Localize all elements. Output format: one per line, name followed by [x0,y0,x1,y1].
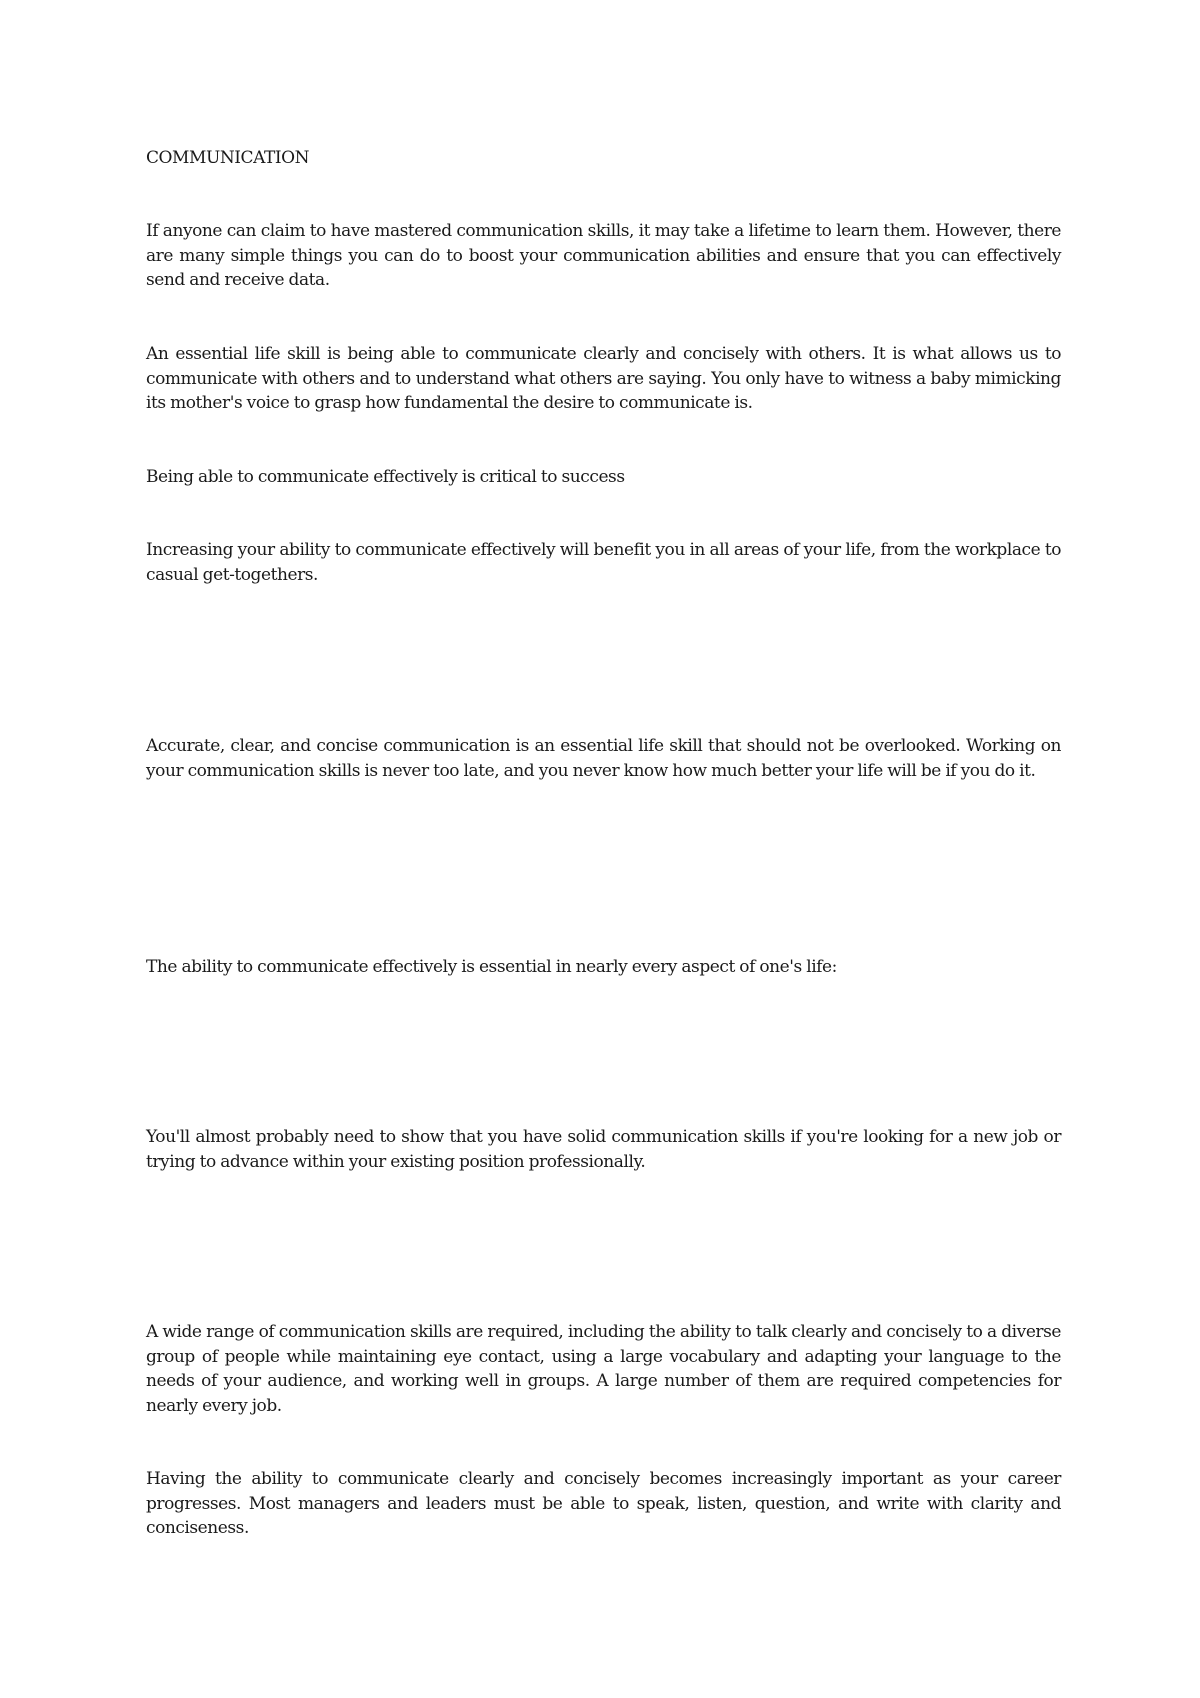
document-title: COMMUNICATION [146,148,310,168]
paragraph: An essential life skill is being able to communicate clearly and concisely with others. It is what allows us to communicate with others and to understand what others are saying. You only have to witness a baby mimicking its mother's voice to grasp how fundamental the desire to communicate is. [146,344,1061,413]
paragraph: You'll almost probably need to show that you have solid communication skills if you're looking for a new job or trying to advance within your existing position professionally. [146,1127,1061,1172]
paragraph: Having the ability to communicate clearly and concisely becomes increasingly important as your career progresses. Most managers and leaders must be able to speak, listen, question, and write with clarity and conciseness. [146,1469,1061,1538]
paragraph: If anyone can claim to have mastered communication skills, it may take a lifetime to learn them. However, there are many simple things you can do to boost your communication abilities and ensure that you can effectively send and receive data. [146,221,1061,290]
paragraph: Increasing your ability to communicate effectively will benefit you in all areas of your life, from the workplace to casual get-togethers. [146,540,1061,585]
paragraph: Accurate, clear, and concise communication is an essential life skill that should not be overlooked. Working on your communication skills is never too late, and you never know how much better your life will be if you do it. [146,736,1061,781]
paragraph: A wide range of communication skills are required, including the ability to talk clearly and concisely to a diverse group of people while maintaining eye contact, using a large vocabulary and adapting your language to the needs of your audience, and working well in groups. A large number of them are required competencies for nearly every job. [146,1322,1061,1416]
paragraph: Being able to communicate effectively is critical to success [146,467,625,487]
paragraph: The ability to communicate effectively is essential in nearly every aspect of one's life: [146,957,837,977]
